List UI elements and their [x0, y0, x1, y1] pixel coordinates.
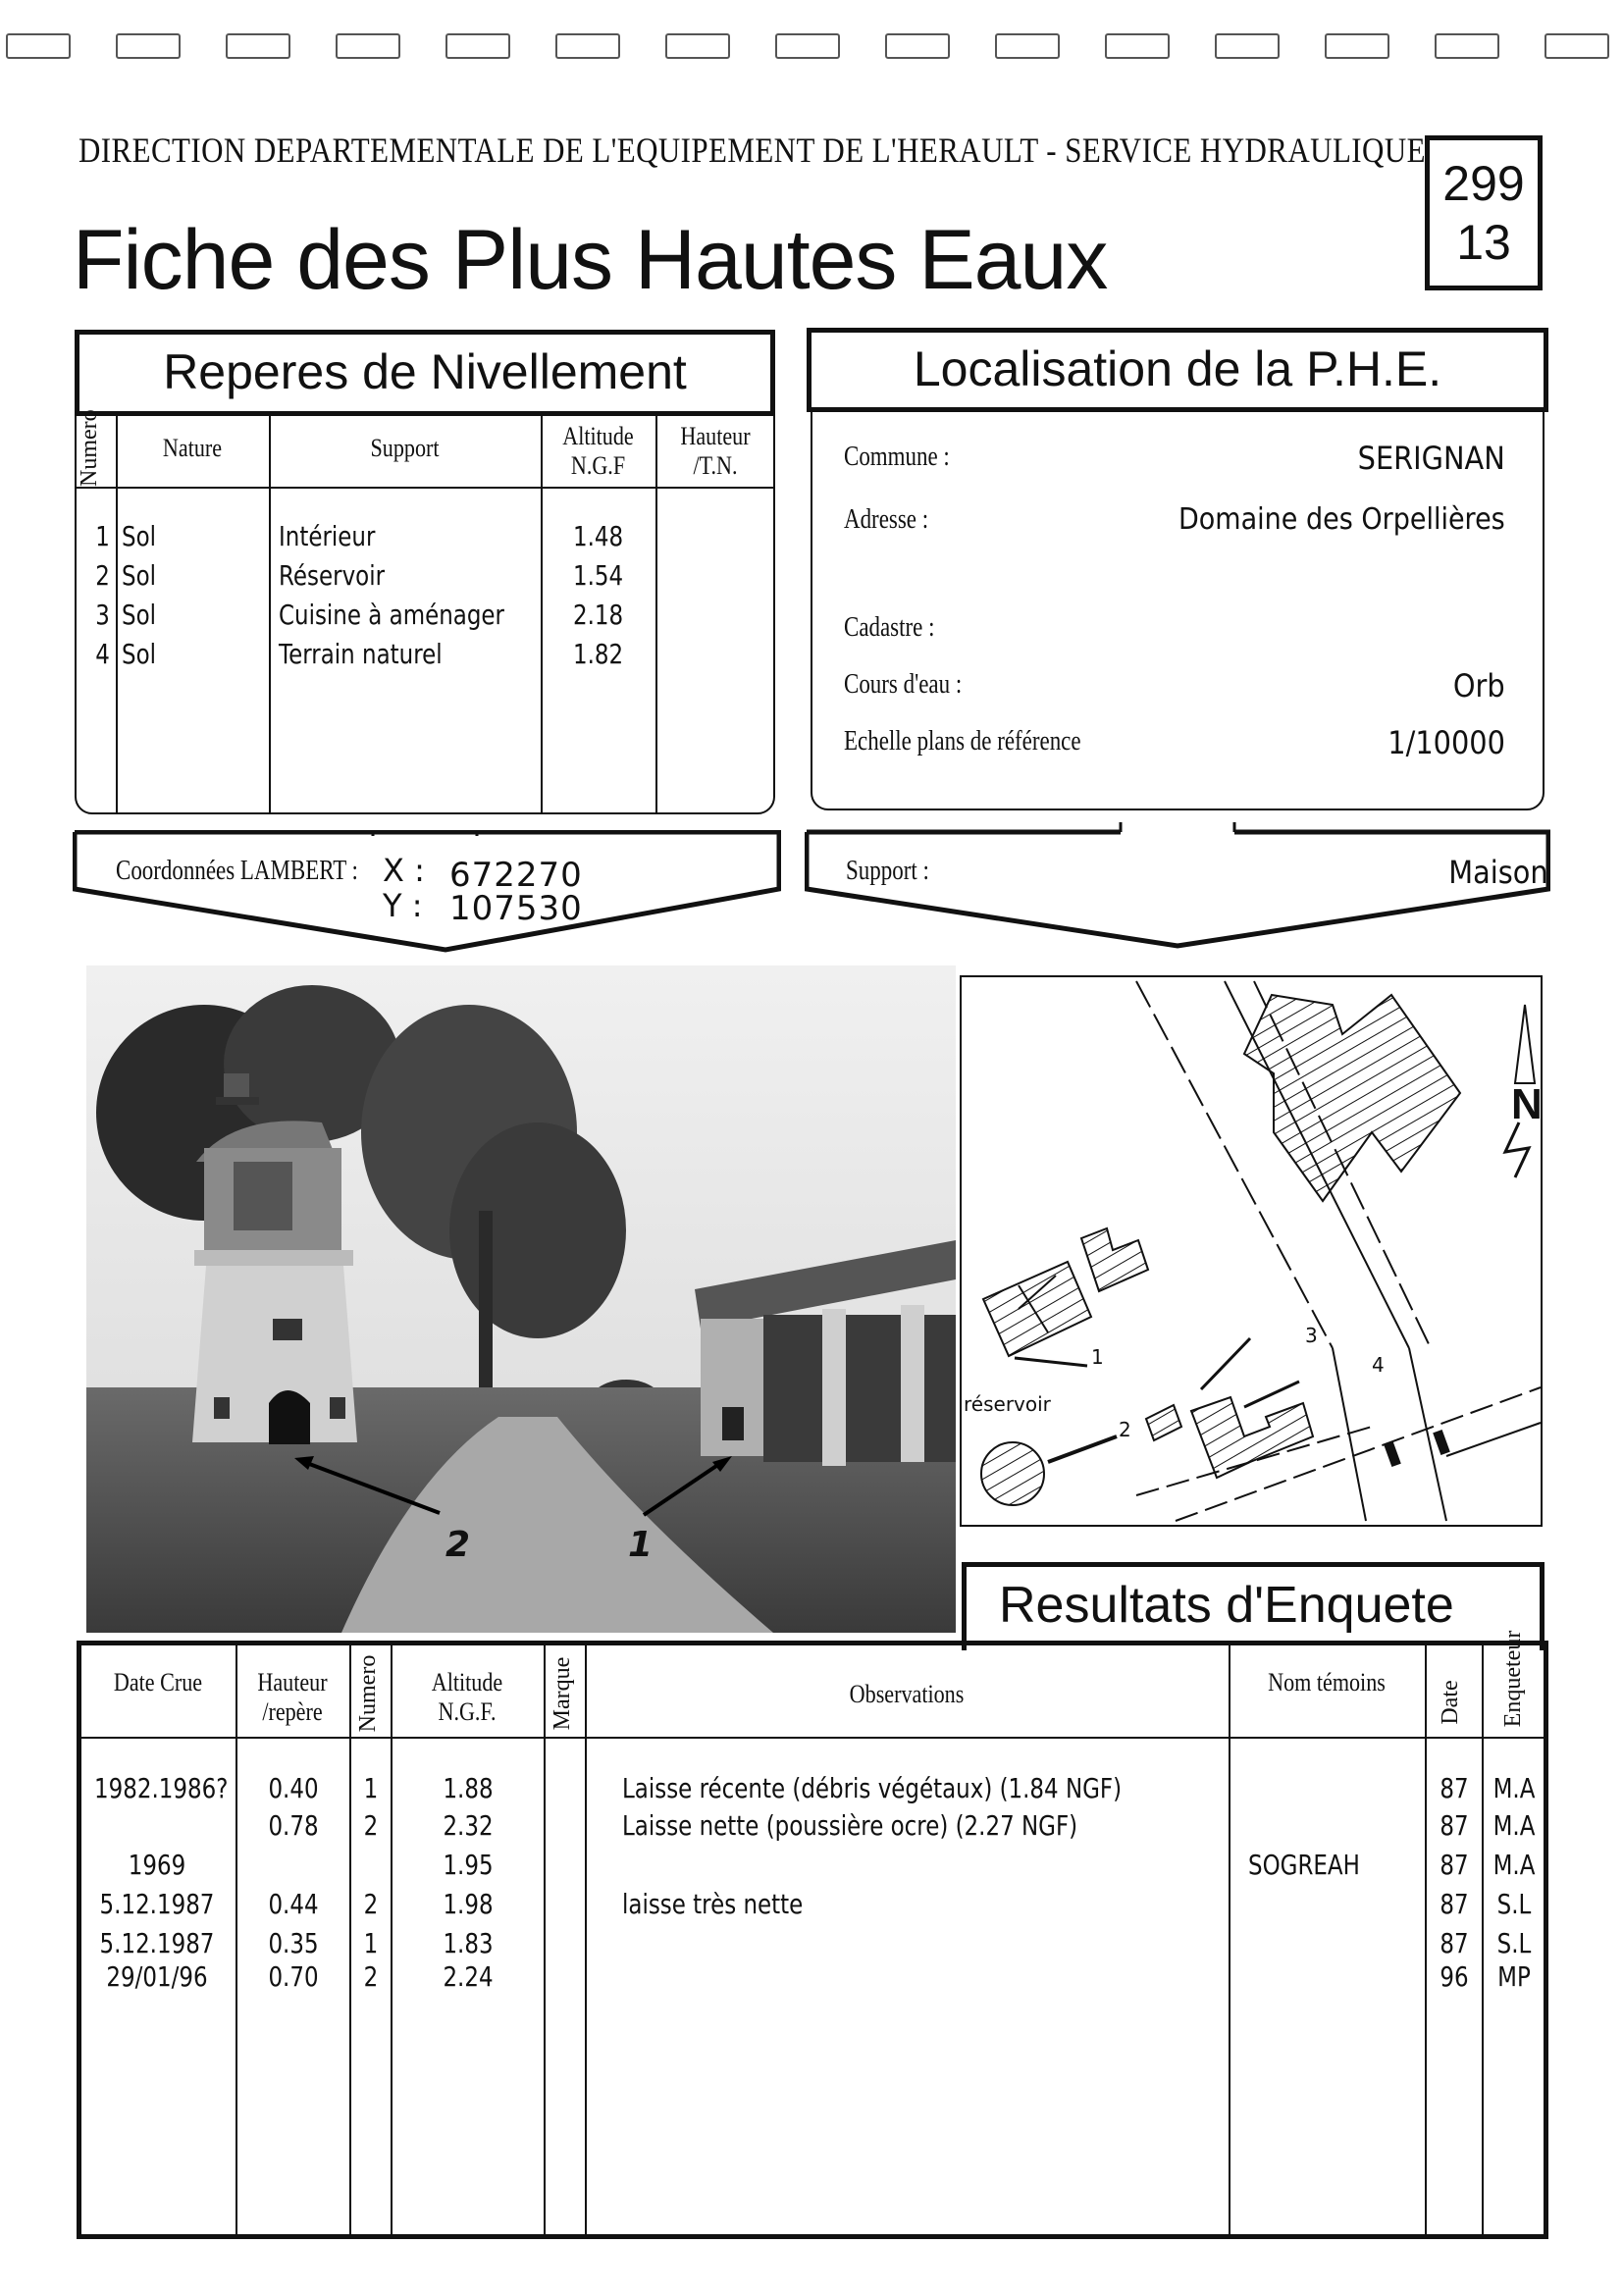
binder-hole	[116, 33, 181, 59]
site-plan	[960, 975, 1543, 1527]
reperes-row-support: Cuisine à aménager	[279, 599, 504, 631]
res-row-date: 87	[1440, 1927, 1469, 1959]
header-direction: DIRECTION DEPARTEMENTALE DE L'EQUIPEMENT DE L'HERAULT - SERVICE HYDRAULIQUE	[79, 130, 1426, 170]
res-row-enqueteur: M.A	[1492, 1772, 1536, 1804]
echelle-value: 1/10000	[1387, 724, 1505, 761]
plan-label-3: 3	[1305, 1324, 1318, 1347]
binder-hole	[885, 33, 950, 59]
resultats-title: Resultats d'Enquete	[999, 1577, 1454, 1634]
cours-value: Orb	[1453, 667, 1505, 704]
site-photo	[86, 965, 956, 1633]
reperes-row-num: 3	[95, 599, 110, 631]
coordinates-label: Coordonnées LAMBERT :	[116, 856, 358, 886]
reperes-row-altitude: 2.18	[573, 599, 624, 631]
adresse-value: Domaine des Orpellières	[1178, 502, 1505, 537]
res-row-date-crue: 29/01/96	[106, 1960, 208, 1993]
reperes-row-altitude: 1.82	[573, 638, 624, 670]
echelle-label: Echelle plans de référence	[844, 726, 1081, 757]
res-row-enqueteur: M.A	[1492, 1849, 1536, 1881]
res-header-date: Date	[1438, 1680, 1463, 1725]
res-header-enqueteur: Enqueteur	[1500, 1630, 1526, 1728]
binder-hole	[1325, 33, 1389, 59]
binder-hole	[226, 33, 290, 59]
sheet-number-bottom: 13	[1456, 215, 1511, 270]
reperes-row-nature: Sol	[122, 559, 157, 592]
res-row-hauteur: 0.78	[268, 1809, 319, 1842]
binder-hole	[995, 33, 1060, 59]
res-row-hauteur: 0.35	[268, 1927, 319, 1959]
res-row-date: 87	[1440, 1849, 1469, 1881]
res-row-altitude: 1.98	[443, 1888, 494, 1920]
reperes-row-num: 2	[95, 559, 110, 592]
support-label: Support :	[846, 856, 929, 886]
adresse-label: Adresse :	[844, 504, 929, 535]
commune-label: Commune :	[844, 442, 950, 472]
res-row-observation: laisse très nette	[622, 1888, 804, 1920]
res-row-hauteur: 0.70	[268, 1960, 319, 1993]
res-row-numero: 1	[363, 1927, 379, 1959]
res-row-hauteur: 0.40	[268, 1772, 319, 1804]
cours-label: Cours d'eau :	[844, 669, 963, 700]
coord-x-value: 672270	[449, 856, 583, 895]
res-row-observation: Laisse récente (débris végétaux) (1.84 NGF)	[622, 1772, 1123, 1804]
res-header-hauteur: Hauteur /repère	[257, 1668, 328, 1726]
res-header-date-crue: Date Crue	[113, 1668, 203, 1696]
binder-hole	[336, 33, 400, 59]
res-row-altitude: 1.83	[443, 1927, 494, 1959]
reperes-header-numero: Numero	[77, 409, 102, 487]
binder-hole	[1435, 33, 1499, 59]
commune-value: SERIGNAN	[1357, 440, 1505, 477]
coord-x-label: X :	[383, 852, 425, 889]
res-row-date: 87	[1440, 1809, 1469, 1842]
res-header-observations: Observations	[849, 1680, 965, 1708]
res-row-numero: 2	[363, 1809, 379, 1842]
reperes-header-hauteur: Hauteur /T.N.	[680, 422, 751, 480]
res-row-altitude: 2.32	[443, 1809, 494, 1842]
reperes-row-num: 4	[95, 638, 110, 670]
plan-label-4: 4	[1372, 1353, 1385, 1377]
res-row-hauteur: 0.44	[268, 1888, 319, 1920]
binder-hole	[775, 33, 840, 59]
sheet-number-box	[1425, 135, 1543, 290]
binder-hole	[445, 33, 510, 59]
reperes-row-altitude: 1.48	[573, 520, 624, 552]
cadastre-label: Cadastre :	[844, 612, 935, 643]
res-row-date-crue: 5.12.1987	[99, 1927, 215, 1959]
binder-hole	[6, 33, 71, 59]
plan-label-1: 1	[1091, 1345, 1104, 1369]
reperes-row-nature: Sol	[122, 520, 157, 552]
res-row-date: 87	[1440, 1888, 1469, 1920]
coord-y-label: Y :	[383, 887, 423, 924]
reperes-row-altitude: 1.54	[573, 559, 624, 592]
res-row-numero: 2	[363, 1960, 379, 1993]
res-row-nom: SOGREAH	[1248, 1849, 1360, 1881]
reperes-row-support: Terrain naturel	[279, 638, 443, 670]
res-header-altitude: Altitude N.G.F.	[431, 1668, 503, 1726]
res-row-enqueteur: MP	[1497, 1960, 1531, 1993]
binder-hole	[1544, 33, 1609, 59]
res-header-nom: Nom témoins	[1268, 1668, 1386, 1696]
res-row-numero: 1	[363, 1772, 379, 1804]
coordinates-arrow-box	[73, 830, 781, 958]
localisation-title: Localisation de la P.H.E.	[807, 328, 1548, 412]
plan-label-reservoir: réservoir	[964, 1392, 1051, 1416]
res-row-altitude: 1.88	[443, 1772, 494, 1804]
res-row-enqueteur: M.A	[1492, 1809, 1536, 1842]
res-row-enqueteur: S.L	[1496, 1888, 1532, 1920]
photo-label-2: 2	[445, 1525, 471, 1565]
res-row-numero: 2	[363, 1888, 379, 1920]
sheet-number-top: 299	[1442, 156, 1525, 211]
reperes-row-nature: Sol	[122, 599, 157, 631]
res-header-numero: Numero	[355, 1654, 381, 1733]
res-row-date: 96	[1440, 1960, 1469, 1993]
photo-label-1: 1	[628, 1525, 654, 1565]
binder-hole	[555, 33, 620, 59]
reperes-header-support: Support	[370, 434, 440, 462]
north-label: N	[1511, 1080, 1543, 1128]
res-row-date-crue: 1969	[128, 1849, 186, 1881]
reperes-row-support: Réservoir	[279, 559, 386, 592]
support-arrow-box	[805, 820, 1550, 954]
reperes-row-num: 1	[95, 520, 110, 552]
page-title: Fiche des Plus Hautes Eaux	[73, 213, 1108, 307]
reperes-row-support: Intérieur	[279, 520, 376, 552]
res-row-enqueteur: S.L	[1496, 1927, 1532, 1959]
res-row-altitude: 1.95	[443, 1849, 494, 1881]
reperes-title: Reperes de Nivellement	[75, 330, 775, 416]
res-row-date: 87	[1440, 1772, 1469, 1804]
res-header-marque: Marque	[550, 1656, 575, 1731]
res-row-observation: Laisse nette (poussière ocre) (2.27 NGF)	[622, 1809, 1078, 1842]
coord-y-value: 107530	[449, 889, 583, 928]
binder-hole	[1105, 33, 1170, 59]
reperes-header-nature: Nature	[162, 434, 223, 462]
res-row-date-crue: 5.12.1987	[99, 1888, 215, 1920]
plan-label-2: 2	[1119, 1418, 1131, 1441]
binder-hole	[665, 33, 730, 59]
reperes-header-altitude: Altitude N.G.F	[562, 422, 634, 480]
res-row-date-crue: 1982.1986?	[94, 1772, 229, 1804]
binder-hole	[1215, 33, 1280, 59]
support-value: Maison	[1448, 854, 1548, 891]
reperes-row-nature: Sol	[122, 638, 157, 670]
res-row-altitude: 2.24	[443, 1960, 494, 1993]
